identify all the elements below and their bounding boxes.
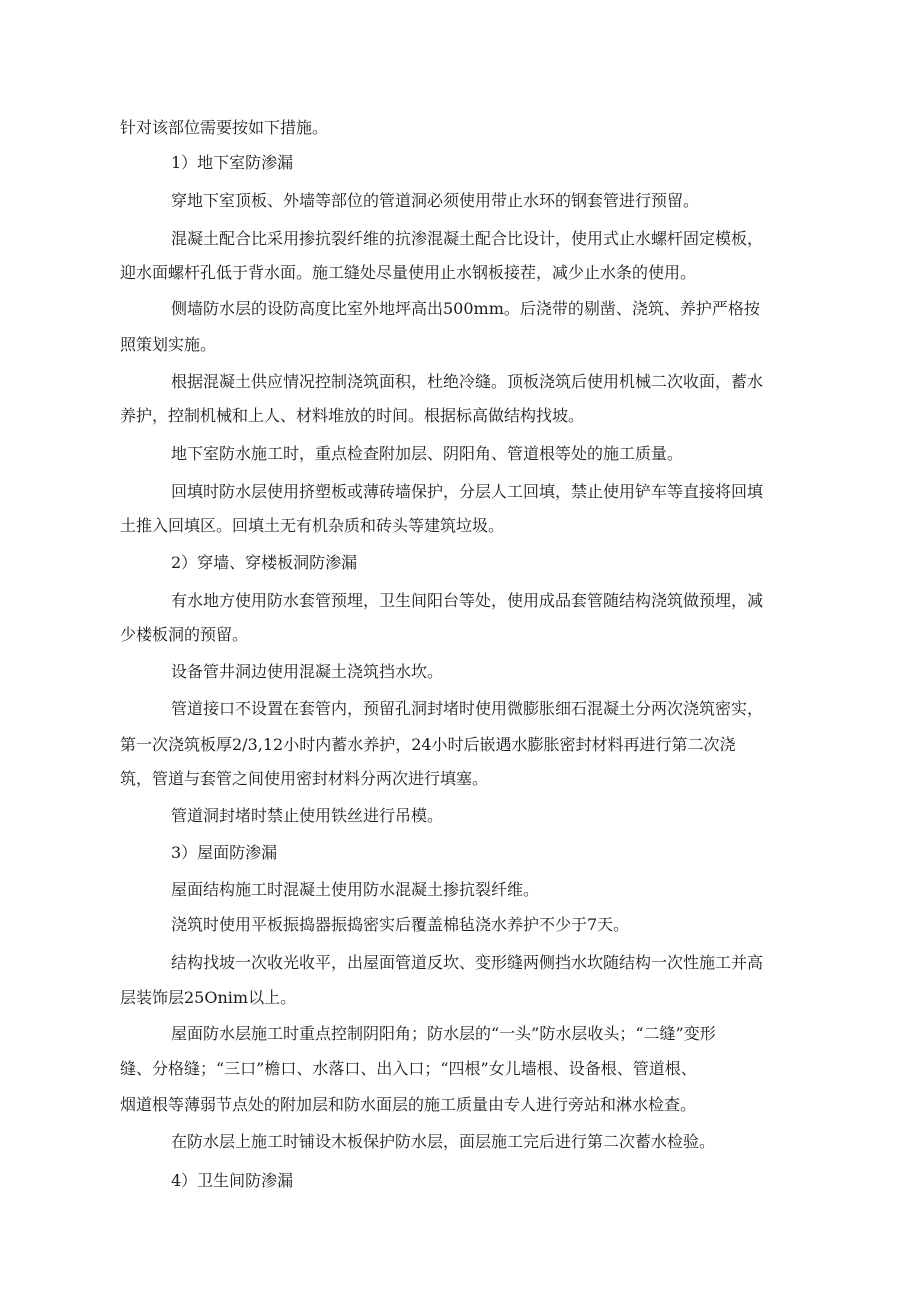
paragraph-line: 侧墙防水层的设防高度比室外地坪高出500mm。后浇带的剔凿、浇筑、养护严格按 (171, 299, 760, 318)
paragraph-line: 设备管井洞边使用混凝土浇筑挡水坎。 (171, 662, 444, 681)
paragraph-line: 在防水层上施工时铺设木板保护防水层，面层施工完后进行第二次蓄水检验。 (171, 1132, 716, 1151)
paragraph-line: 管道接口不设置在套管内，预留孔洞封堵时使用微膨胀细石混凝土分两次浇筑密实， (171, 699, 764, 718)
paragraph-line: 层装饰层25Onim以上。 (120, 988, 297, 1007)
paragraph-line: 照策划实施。 (120, 335, 217, 354)
paragraph-line: 地下室防水施工时，重点检查附加层、阴阳角、管道根等处的施工质量。 (171, 444, 684, 463)
paragraph-line: 迎水面螺杆孔低于背水面。施工缝处尽量使用止水钢板接茬，减少止水条的使用。 (120, 263, 697, 282)
paragraph-line: 烟道根等薄弱节点处的附加层和防水面层的施工质量由专人进行旁站和淋水检查。 (120, 1095, 697, 1114)
paragraph-line: 屋面结构施工时混凝土使用防水混凝土掺抗裂纤维。 (171, 880, 540, 899)
paragraph-line: 少楼板洞的预留。 (120, 625, 249, 644)
paragraph-line: 混凝土配合比采用掺抗裂纤维的抗渗混凝土配合比设计，使用式止水螺杆固定模板， (171, 229, 764, 248)
section-heading-wall-floor: 2）穿墙、穿楼板洞防渗漏 (171, 553, 358, 572)
paragraph-line: 根据混凝土供应情况控制浇筑面积，杜绝冷缝。顶板浇筑后使用机械二次收面，蓄水 (171, 372, 764, 391)
paragraph-line: 有水地方使用防水套管预埋，卫生间阳台等处，使用成品套管随结构浇筑做预埋，减 (171, 591, 764, 610)
paragraph-line: 土推入回填区。回填土无有机杂质和砖头等建筑垃圾。 (120, 516, 505, 535)
section-heading-bathroom: 4）卫生间防渗漏 (171, 1171, 294, 1190)
section-heading-roof: 3）屋面防渗漏 (171, 843, 278, 862)
paragraph-line: 缝、分格缝；“三口”檐口、水落口、出入口；“四根”女儿墙根、设备根、管道根、 (120, 1059, 697, 1078)
paragraph-line: 管道洞封堵时禁止使用铁丝进行吊模。 (171, 806, 444, 825)
paragraph-line: 屋面防水层施工时重点控制阴阳角；防水层的“一头”防水层收头；“二缝”变形 (171, 1024, 716, 1043)
paragraph-line: 浇筑时使用平板振捣器振捣密实后覆盖棉毡浇水养护不少于7天。 (171, 915, 630, 934)
paragraph-line: 养护，控制机械和上人、材料堆放的时间。根据标高做结构找坡。 (120, 406, 585, 425)
paragraph-line: 回填时防水层使用挤塑板或薄砖墙保护，分层人工回填，禁止使用铲车等直接将回填 (171, 482, 764, 501)
paragraph-line: 第一次浇筑板厚2/3,12小时内蓄水养护，24小时后嵌遇水膨胀密封材料再进行第二次浇 (120, 735, 736, 754)
paragraph-line: 筑，管道与套管之间使用密封材料分两次进行填塞。 (120, 769, 489, 788)
paragraph-line: 结构找坡一次收光收平，出屋面管道反坎、变形缝两侧挡水坎随结构一次性施工并高 (171, 953, 764, 972)
paragraph-line: 穿地下室顶板、外墙等部位的管道洞必须使用带止水环的钢套管进行预留。 (171, 191, 700, 210)
section-heading-basement: 1）地下室防渗漏 (171, 153, 294, 172)
intro-line: 针对该部位需要按如下措施。 (120, 118, 329, 137)
